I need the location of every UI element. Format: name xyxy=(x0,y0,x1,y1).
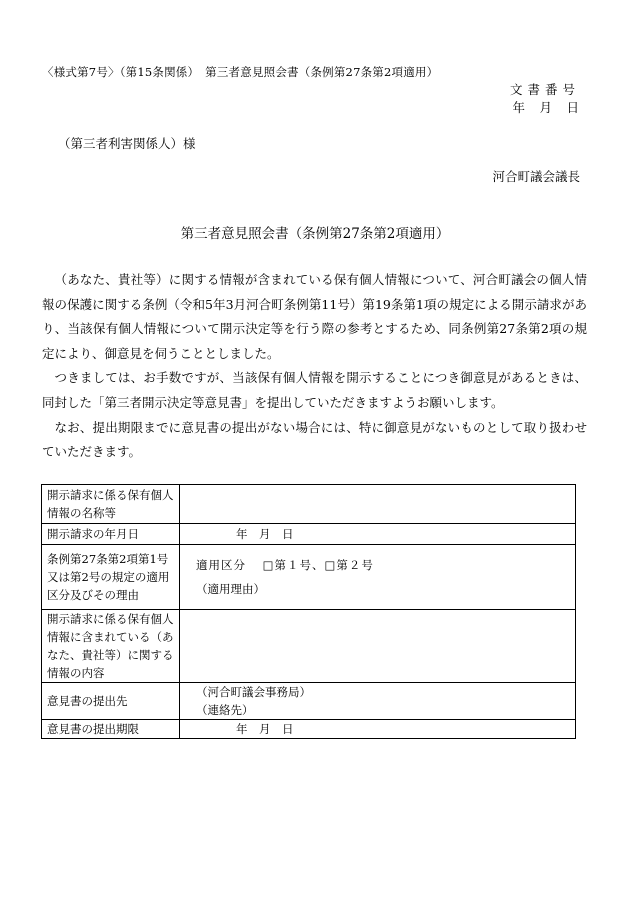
request-date-value: 年 月 日 xyxy=(236,527,294,541)
document-number: 文書番号 xyxy=(509,82,580,97)
table-row xyxy=(42,720,576,739)
table-label: 開示請求に係る保有個人情報の名称等 xyxy=(42,485,180,524)
issue-date: 年 月 日 xyxy=(512,100,580,115)
addressee: （第三者利害関係人）様 xyxy=(58,136,196,151)
sender: 河合町議会議長 xyxy=(492,169,580,184)
table-row xyxy=(42,610,576,683)
table-label: 条例第27条第2項第1号又は第2号の規定の適用区分及びその理由 xyxy=(42,545,180,610)
contact-label: （連絡先） xyxy=(196,703,254,717)
table-value xyxy=(180,610,576,683)
paragraph: つきましては、お手数ですが、当該保有個人情報を開示することにつき御意見があるときは、同封した「第三者開示決定等意見書」を提出していただきますようお願いします。 xyxy=(42,370,587,410)
paragraph: （あなた、貴社等）に関する情報が含まれている保有個人情報について、河合町議会の個人情報の保護に関する条例（令和5年3月河合町条例第11号）第19条第1項の規定による開示請求があり、当該保有個人情報について開示決定等を行う際の参考とするため、同条例第27条第2項の規定により、御意見を伺うこととしました。 xyxy=(42,272,587,361)
table-label: 開示請求に係る保有個人情報に含まれている（あなた、貴社等）に関する情報の内容 xyxy=(42,610,180,683)
table-value xyxy=(180,683,576,720)
table-label: 開示請求の年月日 xyxy=(42,524,180,545)
table-label: 意見書の提出期限 xyxy=(42,720,180,739)
info-table xyxy=(41,484,576,739)
table-value xyxy=(180,485,576,524)
form-label: 〈様式第7号〉（第15条関係） 第三者意見照会書（条例第27条第2項適用） xyxy=(42,65,439,79)
table-value xyxy=(180,524,576,545)
body-text xyxy=(42,268,587,465)
document-title: 第三者意見照会書（条例第27条第2項適用） xyxy=(180,226,450,242)
table-label: 意見書の提出先 xyxy=(42,683,180,720)
table-row xyxy=(42,683,576,720)
paragraph: なお、提出期限までに意見書の提出がない場合には、特に御意見がないものとして取り扱わせていただきます。 xyxy=(42,419,587,460)
deadline-value: 年 月 日 xyxy=(236,722,294,736)
reason-label: （適用理由） xyxy=(196,582,265,596)
table-row xyxy=(42,485,576,524)
table-value xyxy=(180,545,576,610)
category-checkboxes: 適用区分 □第１号、□第２号 xyxy=(196,558,374,572)
table-row xyxy=(42,524,576,545)
table-row xyxy=(42,545,576,610)
table-value xyxy=(180,720,576,739)
submit-office: （河合町議会事務局） xyxy=(196,685,311,699)
